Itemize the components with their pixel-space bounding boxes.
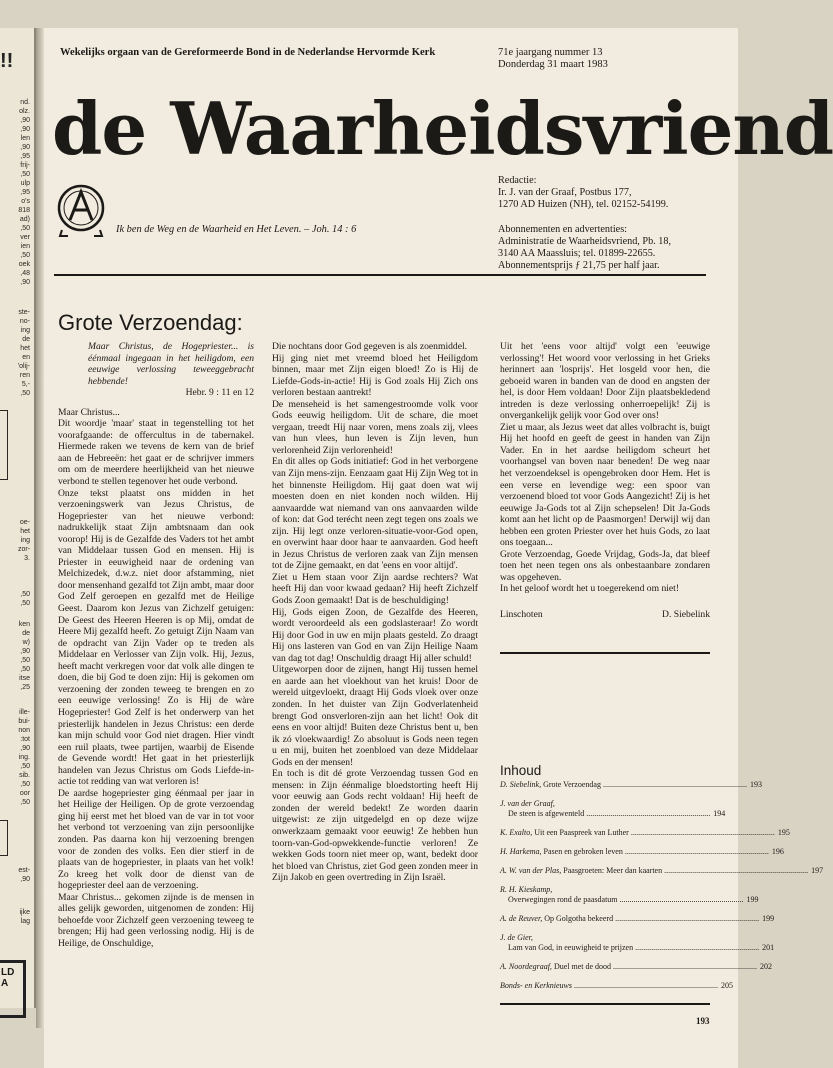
toc-entry[interactable]: A. W. van der Plas, Paasgroeten: Meer dan kaarten ..... 197 — [500, 866, 710, 876]
signoff-place: Linschoten — [500, 609, 543, 621]
toc-title: Inhoud — [500, 763, 542, 778]
epigraph-reference: Hebr. 9 : 11 en 12 — [185, 387, 254, 399]
article-paragraph: En dit alles op Gods initiatief: God in het verborgene van Zijn mens-zijn. Eenzaam gaat Hij Zijn Weg tot in het binnenste Heiligdom. Hij gaat doen wat wij moesten doen en niet konden noch wilden. Hij aanvaardde wat niemand van ons aanvaarden wilde of kon: dat God terécht neen zegt tegen ons zoals we zijn. Hij legt onze verloren-situatie-voor-God open, en overwint haar door haar te aanvaarden. God heeft in Jezus Christus de verloren zaak van Zijn mensen tot de Zijne gemaakt, en dat 'eens en voor altijd'. — [272, 456, 478, 572]
toc-entry[interactable]: J. van der Graaf, De steen is afgewenteld .............................................................. 194 — [500, 799, 726, 818]
toc-entry[interactable]: H. Harkema, Pasen en gebroken leven ..... 196 — [500, 847, 710, 857]
adjacent-page-text: nd. olz. ,90 ,90 len ,90 ,95 frij- ,50 ulp ,95 o's 818 ad) ,50 ver ien ,50 oek ,48 ,90 — [18, 99, 30, 286]
article-column-2 — [272, 341, 478, 884]
article-column-1 — [58, 341, 254, 949]
article-paragraph: Dit woordje 'maar' staat in tegenstelling tot het voorafgaande: de offercultus in de tabernakel. Hiermede raken we tevens de kern van de brief aan de Hebreeën: het gaat er de schrijver immers om om de meerdere heerlijkheid van het nieuwe verbond te stellen tegenover het oude verbond. — [58, 418, 254, 488]
adjacent-page-heading: !! — [0, 50, 14, 72]
motto: Ik ben de Weg en de Waarheid en Het Leven. – Joh. 14 : 6 — [116, 224, 357, 235]
toc-entry[interactable]: A. de Reuver, Op Golgotha bekeerd ..... 199 — [500, 914, 710, 924]
issue-date: Donderdag 31 maart 1983 — [498, 59, 608, 70]
article-paragraph: In het geloof wordt het u toegerekend om niet! — [500, 583, 680, 595]
toc-entry[interactable]: R. H. Kieskamp, Overwegingen rond de paasdatum .............................................................. 199 — [500, 885, 759, 904]
article-paragraph: De menseheid is het samengestroomde volk voor Gods eeuwig heiligdom. Uit de schare, die moet vergaan, treedt Hij naar voren, mens zoals zij, vlees van hun vlees, hun leven is Zijn leven, hun verlorenheid Zijn verlorenheid! — [272, 398, 478, 456]
article-paragraph: Grote Verzoendag, Goede Vrijdag, Gods-Ja, dat bleef toen het neen tegen ons als onbestaanbare zondaren was opgeheven. — [500, 548, 710, 583]
newspaper-page — [44, 28, 833, 1068]
article-paragraph: En toch is dit dé grote Verzoendag tussen God en mensen: in Zijn éénmalige bloedstorting heeft Hij voor eeuwig aan Gods recht voldaan! Hij heeft de zonden der wereld bedekt! Ze worden daarin uitgewist: ze zijn uitgedelgd en op deze wijze onwerkzaam gemaakt voor eeuwig! Ze hebben hun toorn-van-God-opwekkende-functie verloren! Ze wekken Gods toorn niet meer op, want, bedekt door het bloed van Christus, ziet God geen zonden meer in Zijn Jakob en geen overtreding in Zijn Israël. — [272, 768, 478, 884]
page-number: 193 — [696, 1016, 710, 1026]
article-paragraph: Uitgeworpen door de zijnen, hangt Hij tussen hemel en aarde aan het vloekhout van het kruis! Door de wereld uitgevloekt, draagt Hij Gods vloek over onze zonden. In het duister van Zijn Godverlatenheid brengt God onsverloren-zijn aan het licht! Ook dit eens en voor altijd! Buiten deze Christus bent u, ben ik zó vloekwaardig! Zo absoluut is Gods neen tegen u en mij, buiten het zoenbloed van deze Middelaar Gods en der mensen! — [272, 664, 478, 768]
article-signoff — [500, 609, 710, 621]
article-epigraph: Maar Christus, de Hogepriester... is éénmaal ingegaan in het heiligdom, een eeuwige verlossing teweeggebracht hebbende! — [88, 341, 254, 387]
society-emblem-icon — [56, 182, 106, 238]
admin-line: 3140 AA Maassluis; tel. 01899-22655. — [498, 248, 656, 259]
article-paragraph: Die nochtans door God gegeven is als zoenmiddel. — [272, 341, 468, 352]
masthead-title: de Waarheidsvriend — [52, 86, 833, 171]
toc-entry[interactable]: K. Exalto, Uit een Paaspreek van Luther ..... 195 — [500, 828, 710, 838]
header-rule — [54, 274, 706, 276]
table-of-contents — [500, 780, 824, 1000]
signoff-author: D. Siebelink — [662, 609, 710, 621]
toc-entry[interactable]: D. Siebelink, Grote Verzoendag ..... 193 — [500, 780, 710, 790]
article-paragraph: Hij, Gods eigen Zoon, de Gezalfde des Heeren, wordt veroordeeld als een godslasteraar! Zo wordt Hij door God in uw en mijn plaats gesteld. Zo draagt Hij ons lasteren van God en van Zijn Heilige Naam van dag tot dag! Onschuldig draagt Hij aller schuld! — [272, 606, 478, 664]
article-paragraph: De aardse hogepriester ging éénmaal per jaar in het Heilige der Heiligen. Op de grote verzoendag ging hij eerst met het bloed van de var in tot voor het verbond tot verzoening van zijn persoonlijke zonden. Pas daarna kon hij verzoening brengen voor de zonden des volks. Een dier stierf in de plaats van de hogepriester, in plaats van het volk! Zo kreeg het volk door de dienst van de hogepriester deel aan de verzoening. — [58, 787, 254, 892]
admin-label: Abonnementen en advertenties: — [498, 224, 627, 235]
adjacent-page-text: oe- het ing zor- 3. — [17, 519, 30, 562]
redactie-address-2: 1270 AD Huizen (NH), tel. 02152-54199. — [498, 199, 669, 210]
article-paragraph: Onze tekst plaatst ons midden in het verzoeningswerk van Jezus Christus, de Hogepriester van het nieuwe verbond: nadrukkelijk staat Zijn ambtsnaam dan ook voorop! Hij is de Gezalfde des Vaders tot het ambt van Middelaar tussen God en mensen. Hij is Priester in eeuwigheid naar de ordening van Melchizedek, d.w.z. niet door afstamming, niet door mensenhand gezalfd tot Zijn ambt, maar door God Zelf geroepen en gezalfd met de Heilige Geest. Daarom kon Jezus van Zichzelf getuigen: De Geest des Heeren Heeren is op Mij, omdat de Heere Mij gezalfd heeft. Zo getuigt Zijn Naam van de opdracht van Zijn Vader op te treden als Middelaar en Verlosser van Zijn volk. Hij, Jezus, heeft macht verkregen voor dat volk alle dingen te doen, die bij God te doen zijn: Hij is gekomen om verzoening der zonden teweeg te brengen en zo een eeuwige verlossing! Zo is Hij de wàre Hogepriester! God Zelf is het onderwerp van het priesterlijk handelen in Jezus Christus: een derde kan mijn schuld voor God niet dragen. Hier vindt een ruil plaats, twee partijen, waarbij de Eisende de Gevende wordt! Het gaat in het priesterlijk handelen van Jezus Christus om Gods Liefde-in-actie tot redding van wat verloren is! — [58, 487, 254, 788]
admin-line: Administratie de Waarheidsvriend, Pb. 18, — [498, 236, 671, 247]
adjacent-page-text: ille- bui- non :tot ,90 ing. ,50 sib. ,50 oor ,50 — [18, 709, 30, 806]
toc-entry[interactable]: Bonds- en Kerknieuws ..... 205 — [500, 981, 710, 991]
article-column-3 — [500, 341, 710, 621]
adjacent-page-text: ste- no- ing de het en 'olij- ren 5,- ,50 — [17, 309, 30, 397]
toc-entry[interactable]: A. Noordegraaf, Duel met de dood ..... 202 — [500, 962, 710, 972]
adjacent-page-text: ijke lag — [19, 909, 30, 925]
page-gutter — [36, 28, 44, 1028]
adjacent-page-text: ,50 ,50 — [20, 591, 30, 607]
article-paragraph: Hij ging niet met vreemd bloed het Heiligdom binnen, maar met Zijn eigen bloed! Zo is Hij de Liefde-Gods-in-actie! Hij is God zoals Hij Zich ons verloren bestaan aantrekt! — [272, 352, 478, 399]
article-paragraph: Ziet u Hem staan voor Zijn aardse rechters? Wat heeft Hij dan voor kwaad gedaan? Hij heeft Zichzelf Gods Zoon gemaakt! Dat is de beschuldiging! — [272, 571, 478, 607]
toc-entry[interactable]: J. de Gier, Lam van God, in eeuwigheid te prijzen .............................................................. 201 — [500, 933, 775, 952]
signoff-rule — [500, 652, 710, 654]
organ-line: Wekelijks orgaan van de Gereformeerde Bond in de Nederlandse Hervormde Kerk — [60, 47, 436, 58]
article-paragraph: Maar Christus... gekomen zijnde is de mensen in alles gelijk geworden, uitgenomen de zonden: Hij behoefde voor Zichzelf geen verzoening teweeg te brengen; Hij had geen verlossing nodig. Hij is de Heilige, de Onschuldige, — [58, 891, 254, 949]
adjacent-page-boxed-label: LD A — [0, 960, 26, 1018]
adjacent-page-strip — [0, 28, 36, 1008]
adjacent-page-box — [0, 410, 8, 480]
adjacent-page-text: ken de w) ,90 ,50 ,50 itse ,25 — [18, 621, 30, 691]
redactie-label: Redactie: — [498, 175, 537, 186]
article-headline: Grote Verzoendag: — [58, 310, 243, 335]
article-paragraph: Ziet u maar, als Jezus weet dat alles volbracht is, buigt Hij het hoofd en geeft de geest in handen van Zijn Vader. En in het aardse heiligdom scheurt het voorhangsel van boven naar beneden! De weg naar het verzoendeksel is opengebroken door Hem. Het is een verse en levendige weg: een spoor van verzoenend bloed tot voor Gods Aangezicht! Zij is het eeuwige Ja-Gods tot al Zijn schepselen! Dit Ja-Gods komt aan het licht op de Paasmorgen! Derwijl wij dan hebben een groten Priester over het huis Gods, zo laat ons toegaan... — [500, 421, 710, 549]
adjacent-page-box — [0, 820, 8, 856]
redactie-address: Ir. J. van der Graaf, Postbus 177, — [498, 187, 632, 198]
issue-number: 71e jaargang nummer 13 — [498, 47, 603, 58]
adjacent-page-text: est- ,90 — [18, 867, 30, 883]
article-paragraph: Uit het 'eens voor altijd' volgt een 'eeuwige verlossing'! Het woord voor verlossing in het Grieks herinnert aan 'losprijs'. Het losgeld voor hen, die geboeid waren in banden van de dood en angsten der hel, is door Hem voldaan! Door Zijn plaatsbekledend intreden is deze verlossing onherroepelijk! Zij is onvergankelijk gelijk voor God over ons! — [500, 341, 710, 422]
article-paragraph: Maar Christus... — [58, 406, 120, 418]
toc-rule — [500, 1003, 710, 1005]
subscription-price: Abonnementsprijs ƒ 21,75 per half jaar. — [498, 260, 660, 271]
